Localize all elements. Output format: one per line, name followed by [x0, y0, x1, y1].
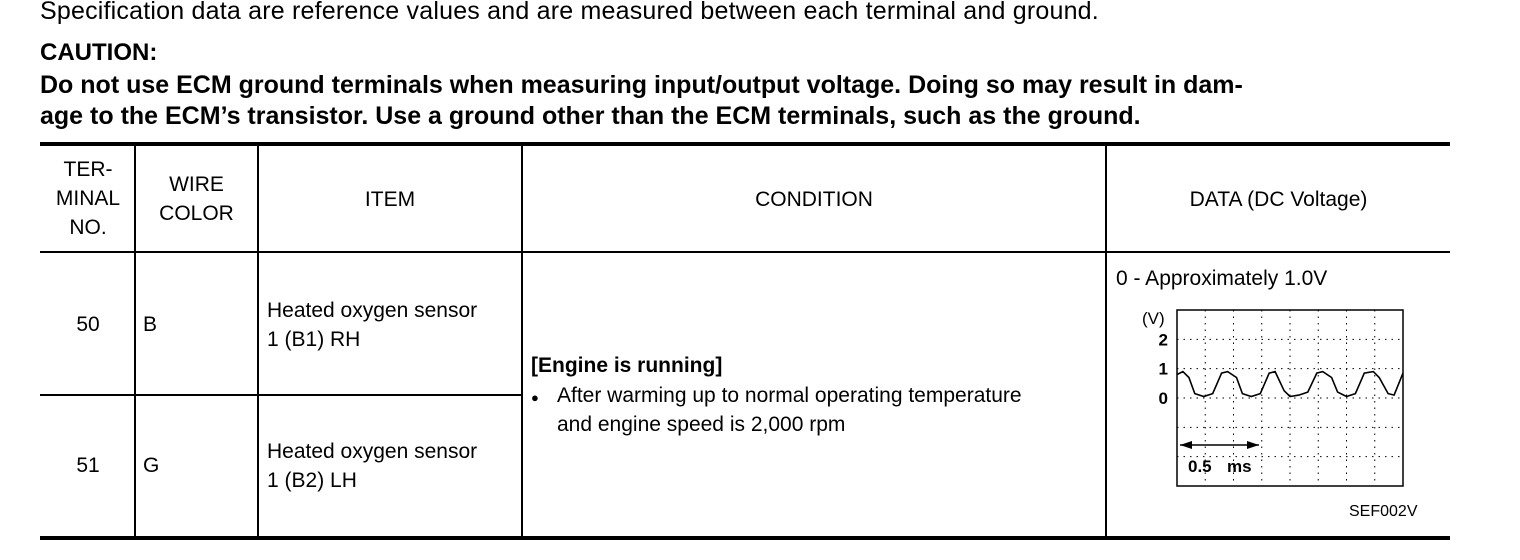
row-divider: [40, 394, 522, 396]
table-top-border: [40, 142, 1450, 146]
header-item: ITEM: [364, 188, 416, 211]
oscilloscope-svg: [1110, 255, 1450, 535]
y-tick-label: 1: [1158, 359, 1168, 379]
time-scale-unit: ms: [1227, 457, 1252, 476]
header-data: DATA (DC Voltage): [1189, 188, 1368, 211]
header-terminal-no: [42, 155, 134, 242]
header-terminal-line-3: NO.: [69, 216, 107, 239]
item-51-line-1: Heated oxygen sensor: [267, 440, 478, 463]
header-wire-line-2: COLOR: [159, 202, 234, 225]
table-bottom-border: [40, 536, 1450, 540]
header-wire-line-1: WIRE: [169, 173, 224, 196]
item-50-line-2: 1 (B1) RH: [267, 328, 361, 351]
oscilloscope-chart: [1110, 255, 1450, 535]
caution-title: CAUTION:: [40, 39, 158, 66]
y-unit-label: (V): [1142, 309, 1165, 328]
figure-id: SEF002V: [1349, 503, 1418, 520]
terminal-51: 51: [76, 454, 100, 477]
time-scale-arrow: [1180, 441, 1259, 449]
y-tick-label: 0: [1158, 389, 1168, 408]
condition-line-1: After warming up to normal operating temperature: [557, 384, 1022, 407]
header-wire-color: [136, 170, 257, 228]
y-tick-labels: [1159, 330, 1168, 408]
item-50: [267, 296, 477, 354]
header-terminal-line-1: TER-: [63, 158, 113, 181]
condition-line-2: and engine speed is 2,000 rpm: [557, 413, 846, 436]
item-50-line-1: Heated oxygen sensor: [267, 299, 478, 322]
data-value: 0 - Approximately 1.0V: [1116, 267, 1328, 290]
y-tick-label: 2: [1158, 330, 1168, 350]
header-bottom-border: [40, 251, 1450, 253]
item-51: [267, 437, 477, 495]
time-scale-value: 0.5: [1188, 457, 1212, 476]
caution-line-1: Do not use ECM ground terminals when measuring input/output voltage. Doing so may result in dam-: [40, 71, 1243, 99]
condition-title: [Engine is running]: [531, 354, 723, 377]
bullet-icon: ●: [531, 390, 539, 405]
item-51-line-2: 1 (B2) LH: [267, 469, 357, 492]
header-terminal-line-2: MINAL: [55, 187, 121, 210]
terminal-50: 50: [76, 313, 100, 336]
intro-text: Specification data are reference values and are measured between each terminal and ground.: [40, 0, 1099, 25]
caution-body: [40, 70, 1460, 132]
wire-color-50: B: [143, 313, 158, 336]
caution-line-2: age to the ECM’s transistor. Use a ground other than the ECM terminals, such as the ground.: [40, 102, 1141, 130]
wire-color-51: G: [143, 454, 160, 477]
header-condition: CONDITION: [755, 188, 873, 211]
